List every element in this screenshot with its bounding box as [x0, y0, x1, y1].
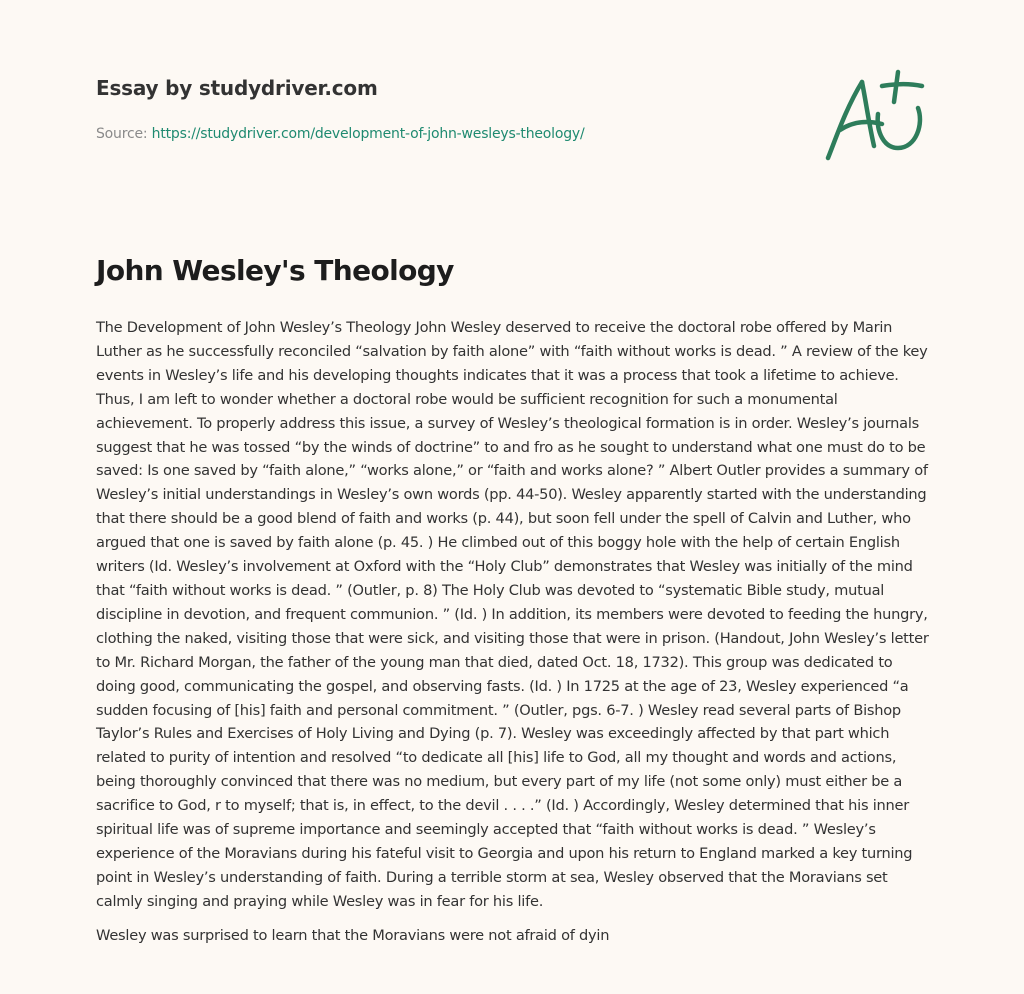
site-title: Essay by studydriver.com [96, 76, 378, 100]
source-line [96, 126, 585, 142]
essay-paragraph: The Development of John Wesley’s Theology John Wesley deserved to receive the doctoral robe offered by Marin Luther as he successfully reconciled “salvation by faith alone” with “faith without works is dead. ” A review of the key events in Wesley’s life and his developing thoughts indicates that it was a process that took a lifetime to achieve. Thus, I am left to wonder whether a doctoral robe would be sufficient recognition for such a monumental achievement. To properly address this issue, a survey of Wesley’s theological formation is in order. Wesley’s journals suggest that he was tossed “by the winds of doctrine” to and fro as he sought to understand what one must do to be saved: Is one saved by “faith alone,” “works alone,” or “faith and works alone? ” Albert Outler provides a summary of Wesley’s initial understandings in Wesley’s own words (pp. 44-50). Wesley apparently started with the understanding that there should be a good blend of faith and works (p. 44), but soon fell under the spell of Calvin and Luther, who argued that one is saved by faith alone (p. 45. ) He climbed out of this boggy hole with the help of certain English writers (Id. Wesley’s involvement at Oxford with the “Holy Club” demonstrates that Wesley was initially of the mind that “faith without works is dead. ” (Outler, p. 8) The Holy Club was devoted to “systematic Bible study, mutual discipline in devotion, and frequent communion. ” (Id. ) In addition, its members were devoted to feeding the hungry, clothing the naked, visiting those that were sick, and visiting those that were in prison. (Handout, John Wesley’s letter to Mr. Richard Morgan, the father of the young man that died, dated Oct. 18, 1732). This group was dedicated to doing good, communicating the gospel, and observing fasts. (Id. ) In 1725 at the age of 23, Wesley experienced “a sudden focusing of [his] faith and personal commitment. ” (Outler, pgs. 6-7. ) Wesley read several parts of Bishop Taylor’s Rules and Exercises of Holy Living and Dying (p. 7). Wesley was exceedingly affected by that part which related to purity of intention and resolved “to dedicate all [his] life to God, all my thought and words and actions, being thoroughly convinced that there was no medium, but every part of my life (not some only) must either be a sacrifice to God, r to myself; that is, in effect, to the devil . . . .” (Id. ) Accordingly, Wesley determined that his inner spiritual life was of supreme importance and seemingly accepted that “faith without works is dead. ” Wesley’s experience of the Moravians during his fateful visit to Georgia and upon his return to England marked a key turning point in Wesley’s understanding of faith. During a terrible storm at sea, Wesley observed that the Moravians set calmly singing and praying while Wesley was in fear for his life. [96, 319, 929, 910]
document-title: John Wesley's Theology [96, 254, 454, 287]
source-link[interactable]: https://studydriver.com/development-of-john-wesleys-theology/ [151, 126, 585, 142]
essay-body [96, 316, 930, 958]
essay-paragraph: Wesley was surprised to learn that the Moravians were not afraid of dyin [96, 926, 610, 944]
source-label: Source: [96, 126, 152, 142]
a-plus-logo-icon [822, 68, 928, 164]
header [96, 76, 585, 142]
